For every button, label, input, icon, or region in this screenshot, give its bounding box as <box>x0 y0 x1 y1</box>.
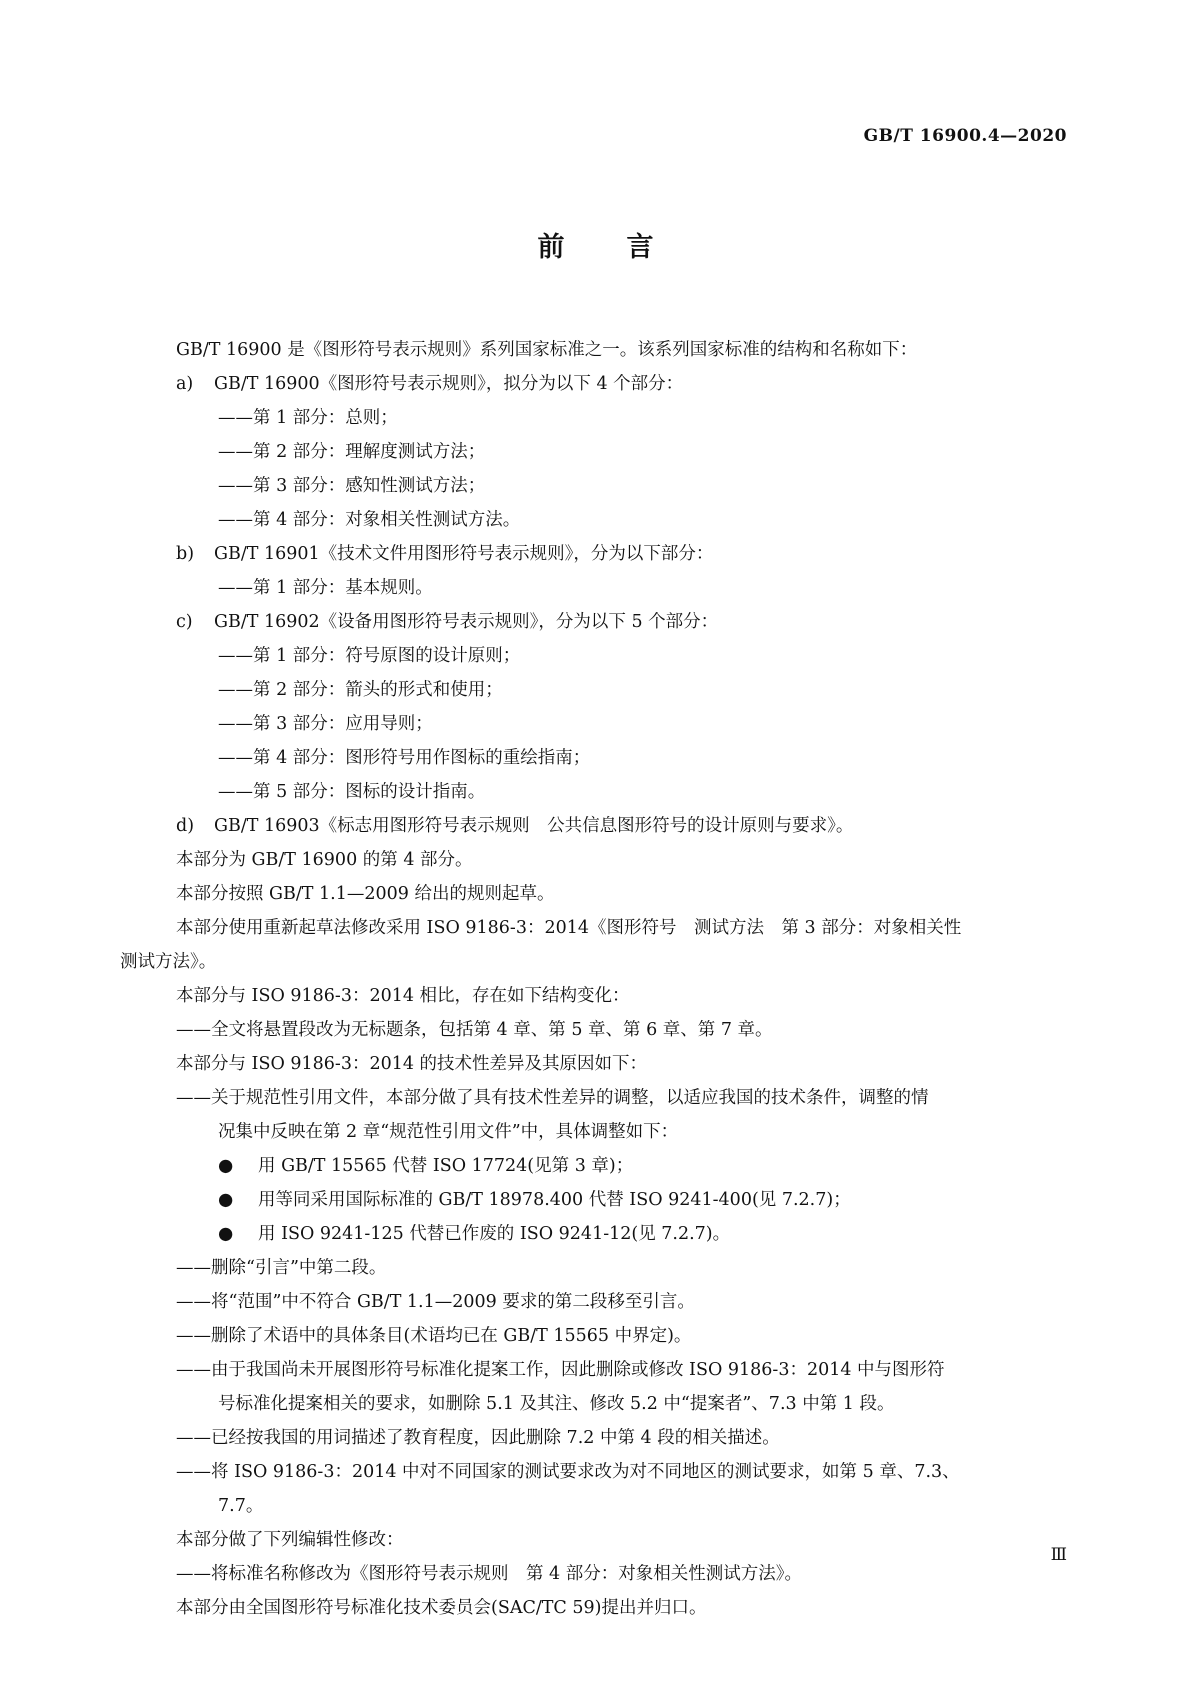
line-text: GB/T 16901《技术文件用图形符号表示规则》，分为以下部分： <box>214 544 714 564</box>
foreword-line <box>120 1149 1065 1183</box>
foreword-line <box>120 1319 1065 1353</box>
line-text: ——第 4 部分：图形符号用作图标的重绘指南； <box>218 748 591 768</box>
line-text: ——已经按我国的用词描述了教育程度，因此删除 7.2 中第 4 段的相关描述。 <box>176 1428 780 1448</box>
foreword-line <box>120 673 1065 707</box>
foreword-line <box>120 1115 1065 1149</box>
bullet-icon: ● <box>218 1224 234 1244</box>
foreword-line <box>120 435 1065 469</box>
foreword-line <box>120 911 1065 945</box>
line-text: GB/T 16900《图形符号表示规则》，拟分为以下 4 个部分： <box>214 374 684 394</box>
foreword-line <box>120 707 1065 741</box>
line-text: ——第 2 部分：理解度测试方法； <box>218 442 486 462</box>
line-text: ——第 5 部分：图标的设计指南。 <box>218 782 486 802</box>
line-text: 本部分使用重新起草法修改采用 ISO 9186-3：2014《图形符号 测试方法 第 3 部分：对象相关性 <box>176 918 962 938</box>
bullet-icon: ● <box>218 1190 234 1210</box>
line-text: ——将标准名称修改为《图形符号表示规则 第 4 部分：对象相关性测试方法》。 <box>176 1564 803 1584</box>
foreword-body <box>120 333 1065 1625</box>
line-text: ——将 ISO 9186-3：2014 中对不同国家的测试要求改为对不同地区的测试要求，如第 5 章、7.3、 <box>176 1462 960 1482</box>
list-marker: b) <box>176 544 195 564</box>
line-text: 本部分由全国图形符号标准化技术委员会(SAC/TC 59)提出并归口。 <box>176 1598 707 1618</box>
foreword-line <box>120 367 1065 401</box>
foreword-line <box>120 1455 1065 1489</box>
foreword-line <box>120 979 1065 1013</box>
foreword-line <box>120 537 1065 571</box>
line-text: 用 ISO 9241-125 代替已作废的 ISO 9241-12(见 7.2.7)。 <box>258 1224 731 1244</box>
line-text: ——删除“引言”中第二段。 <box>176 1258 387 1278</box>
standard-code: GB/T 16900.4—2020 <box>863 126 1067 146</box>
line-text: ——由于我国尚未开展图形符号标准化提案工作，因此删除或修改 ISO 9186-3：2014 中与图形符 <box>176 1360 945 1380</box>
foreword-line <box>120 333 1065 367</box>
foreword-line <box>120 1047 1065 1081</box>
line-text: ——第 3 部分：应用导则； <box>218 714 433 734</box>
foreword-line <box>120 775 1065 809</box>
foreword-line <box>120 1217 1065 1251</box>
foreword-line <box>120 1353 1065 1387</box>
line-text: 用等同采用国际标准的 GB/T 18978.400 代替 ISO 9241-400(见 7.2.7)； <box>258 1190 851 1210</box>
line-text: ——关于规范性引用文件，本部分做了具有技术性差异的调整，以适应我国的技术条件，调整的情 <box>176 1088 929 1108</box>
foreword-line <box>120 741 1065 775</box>
line-text: 号标准化提案相关的要求，如删除 5.1 及其注、修改 5.2 中“提案者”、7.3 中第 1 段。 <box>218 1394 895 1414</box>
bullet-icon: ● <box>218 1156 234 1176</box>
list-marker: a) <box>176 374 194 394</box>
foreword-line <box>120 1489 1065 1523</box>
foreword-line <box>120 843 1065 877</box>
line-text: 7.7。 <box>218 1496 264 1516</box>
foreword-line <box>120 1285 1065 1319</box>
line-text: GB/T 16903《标志用图形符号表示规则 公共信息图形符号的设计原则与要求》。 <box>214 816 854 836</box>
line-text: 本部分做了下列编辑性修改： <box>176 1530 404 1550</box>
foreword-line <box>120 1387 1065 1421</box>
line-text: ——第 3 部分：感知性测试方法； <box>218 476 486 496</box>
line-text: ——第 4 部分：对象相关性测试方法。 <box>218 510 521 530</box>
line-text: GB/T 16902《设备用图形符号表示规则》，分为以下 5 个部分： <box>214 612 719 632</box>
foreword-line <box>120 1251 1065 1285</box>
foreword-line <box>120 1591 1065 1625</box>
line-text: 测试方法》。 <box>120 952 217 972</box>
foreword-line <box>120 605 1065 639</box>
line-text: 本部分与 ISO 9186-3：2014 相比，存在如下结构变化： <box>176 986 630 1006</box>
line-text: 用 GB/T 15565 代替 ISO 17724(见第 3 章)； <box>258 1156 634 1176</box>
line-text: ——第 1 部分：基本规则。 <box>218 578 433 598</box>
line-text: ——删除了术语中的具体条目(术语均已在 GB/T 15565 中界定)。 <box>176 1326 692 1346</box>
list-marker: c) <box>176 612 193 632</box>
line-text: ——将“范围”中不符合 GB/T 1.1—2009 要求的第二段移至引言。 <box>176 1292 695 1312</box>
foreword-line <box>120 1523 1065 1557</box>
foreword-line <box>120 1183 1065 1217</box>
line-text: ——第 1 部分：符号原图的设计原则； <box>218 646 521 666</box>
foreword-line <box>120 401 1065 435</box>
foreword-line <box>120 1421 1065 1455</box>
foreword-line <box>120 469 1065 503</box>
foreword-line <box>120 945 1065 979</box>
foreword-line <box>120 571 1065 605</box>
foreword-line <box>120 877 1065 911</box>
list-marker: d) <box>176 816 195 836</box>
line-text: 本部分与 ISO 9186-3：2014 的技术性差异及其原因如下： <box>176 1054 648 1074</box>
foreword-line <box>120 1557 1065 1591</box>
foreword-line <box>120 639 1065 673</box>
line-text: ——第 1 部分：总则； <box>218 408 398 428</box>
foreword-line <box>120 1013 1065 1047</box>
line-text: ——全文将悬置段改为无标题条，包括第 4 章、第 5 章、第 6 章、第 7 章。 <box>176 1020 773 1040</box>
line-text: GB/T 16900 是《图形符号表示规则》系列国家标准之一。该系列国家标准的结构和名称如下： <box>176 340 918 360</box>
line-text: 况集中反映在第 2 章“规范性引用文件”中，具体调整如下： <box>218 1122 679 1142</box>
line-text: ——第 2 部分：箭头的形式和使用； <box>218 680 503 700</box>
page-number: Ⅲ <box>1050 1545 1067 1565</box>
foreword-line <box>120 1081 1065 1115</box>
foreword-line <box>120 809 1065 843</box>
line-text: 本部分为 GB/T 16900 的第 4 部分。 <box>176 850 473 870</box>
foreword-line <box>120 503 1065 537</box>
page-title: 前言 <box>537 232 716 263</box>
line-text: 本部分按照 GB/T 1.1—2009 给出的规则起草。 <box>176 884 555 904</box>
